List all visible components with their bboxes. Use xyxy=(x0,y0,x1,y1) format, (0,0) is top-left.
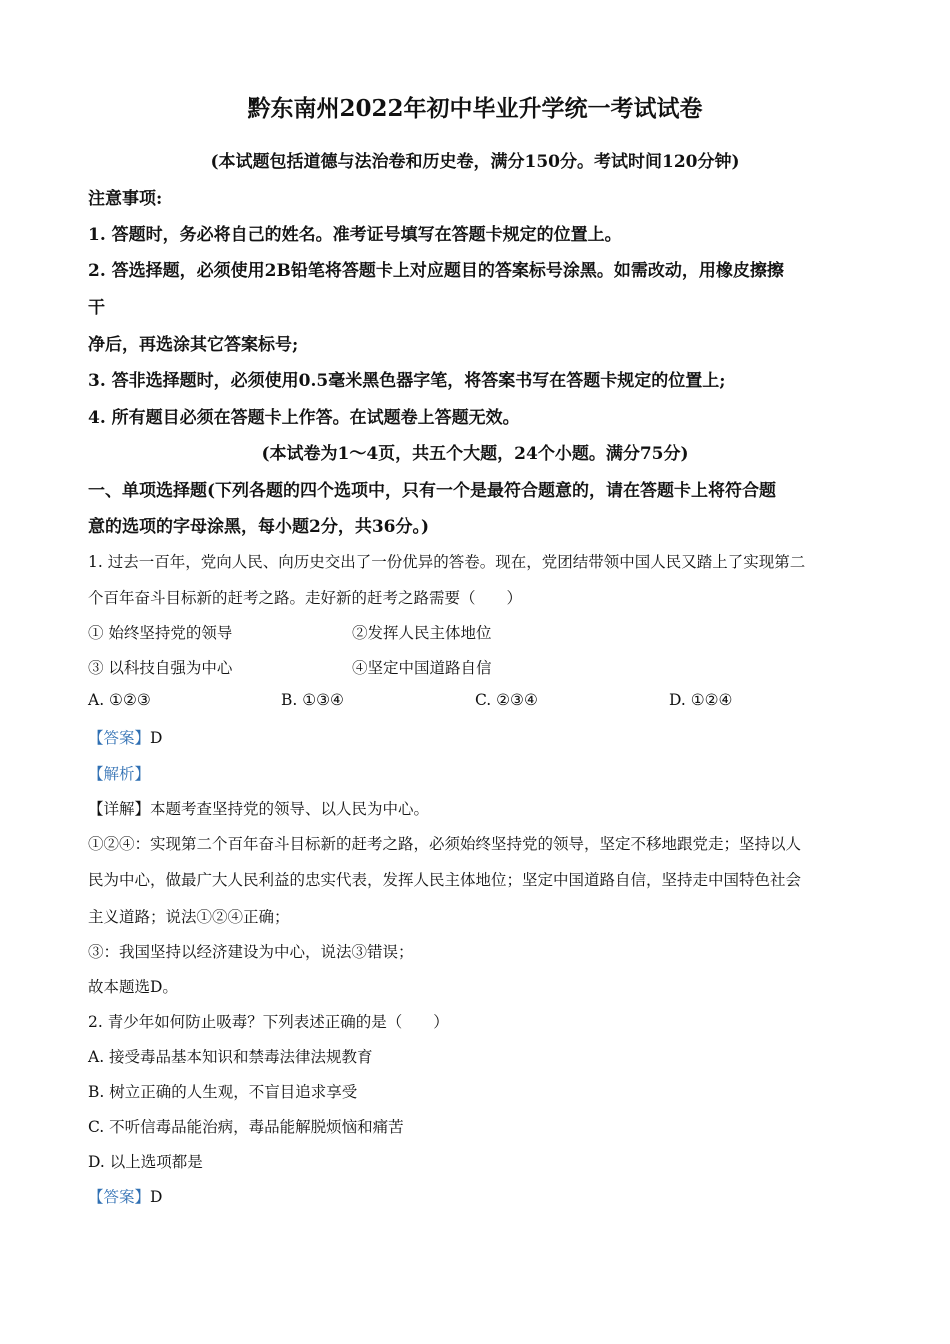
q1-stem-cont: 个百年奋斗目标新的赶考之路。走好新的赶考之路需要（ ） xyxy=(88,589,523,607)
q1-option-a: A. ①②③ xyxy=(88,691,151,709)
q1-explanation-4: ③：我国坚持以经济建设为中心，说法③错误； xyxy=(88,943,414,961)
q1-detail: 【详解】本题考查坚持党的领导、以人民为中心。 xyxy=(88,800,430,818)
q1-stem: 1. 过去一百年，党向人民、向历史交出了一份优异的答卷。现在，党团结带领中国人民又踏上了实现第二 xyxy=(88,553,806,571)
q2-option-a: A. 接受毒品基本知识和禁毒法律法规教育 xyxy=(88,1048,373,1066)
q1-option-d: D. ①②④ xyxy=(669,691,733,709)
q2-answer xyxy=(88,1185,862,1207)
q2-option-d: D. 以上选项都是 xyxy=(88,1153,203,1171)
q2-option-c: C. 不听信毒品能治病，毒品能解脱烦恼和痛苦 xyxy=(88,1118,404,1136)
q1-analysis-tag: 【解析】 xyxy=(88,765,151,783)
q1-statement-1: ① 始终坚持党的领导 xyxy=(88,624,233,642)
q1-option-b: B. ①③④ xyxy=(281,691,344,709)
notice-item-1: 1. 答题时，务必将自己的姓名。准考证号填写在答题卡规定的位置上。 xyxy=(88,225,622,245)
q1-answer xyxy=(88,726,862,748)
page-title: 黔东南州2022年初中毕业升学统一考试试卷 xyxy=(247,95,703,122)
paper-info: (本试卷为1～4页，共五个大题，24个小题。满分75分) xyxy=(261,444,689,464)
notice-item-3: 3. 答非选择题时，必须使用0.5毫米黑色器字笔，将答案书写在答题卡规定的位置上; xyxy=(88,371,726,391)
notice-item-2: 2. 答选择题，必须使用2B铅笔将答题卡上对应题目的答案标号涂黑。如需改动，用橡皮擦擦 xyxy=(88,261,784,281)
q1-statement-3: ③ 以科技自强为中心 xyxy=(88,659,233,677)
q1-explanation-3: 主义道路；说法①②④正确； xyxy=(88,908,290,926)
q1-option-c: C. ②③④ xyxy=(475,691,538,709)
answer-tag: 【答案】 xyxy=(88,729,151,747)
q2-option-b: B. 树立正确的人生观，不盲目追求享受 xyxy=(88,1083,358,1101)
q1-statement-4: ④坚定中国道路自信 xyxy=(352,659,492,677)
section-1-heading: 一、单项选择题(下列各题的四个选项中，只有一个是最符合题意的，请在答题卡上将符合题 xyxy=(88,481,777,501)
section-1-heading-cont: 意的选项的字母涂黑，每小题2分，共36分。) xyxy=(88,517,430,537)
q2-stem: 2. 青少年如何防止吸毒？下列表述正确的是（ ） xyxy=(88,1013,449,1031)
q1-explanation-1: ①②④：实现第二个百年奋斗目标新的赶考之路，必须始终坚持党的领导，坚定不移地跟党走；坚持以人 xyxy=(88,835,802,853)
notice-item-2-cont2: 净后，再选涂其它答案标号; xyxy=(88,335,299,355)
answer-tag: 【答案】 xyxy=(88,1188,151,1206)
exam-subtitle: (本试题包括道德与法治卷和历史卷，满分150分。考试时间120分钟) xyxy=(210,152,740,172)
answer-value: D xyxy=(150,729,163,747)
notice-item-2-cont: 干 xyxy=(88,298,105,318)
notice-item-4: 4. 所有题目必须在答题卡上作答。在试题卷上答题无效。 xyxy=(88,408,520,428)
q1-conclusion: 故本题选D。 xyxy=(88,978,178,996)
q1-statement-2: ②发挥人民主体地位 xyxy=(352,624,492,642)
q1-explanation-2: 民为中心，做最广大人民利益的忠实代表，发挥人民主体地位；坚定中国道路自信，坚持走中国特色社会 xyxy=(88,871,802,889)
answer-value: D xyxy=(150,1188,163,1206)
notice-heading: 注意事项: xyxy=(88,189,163,209)
